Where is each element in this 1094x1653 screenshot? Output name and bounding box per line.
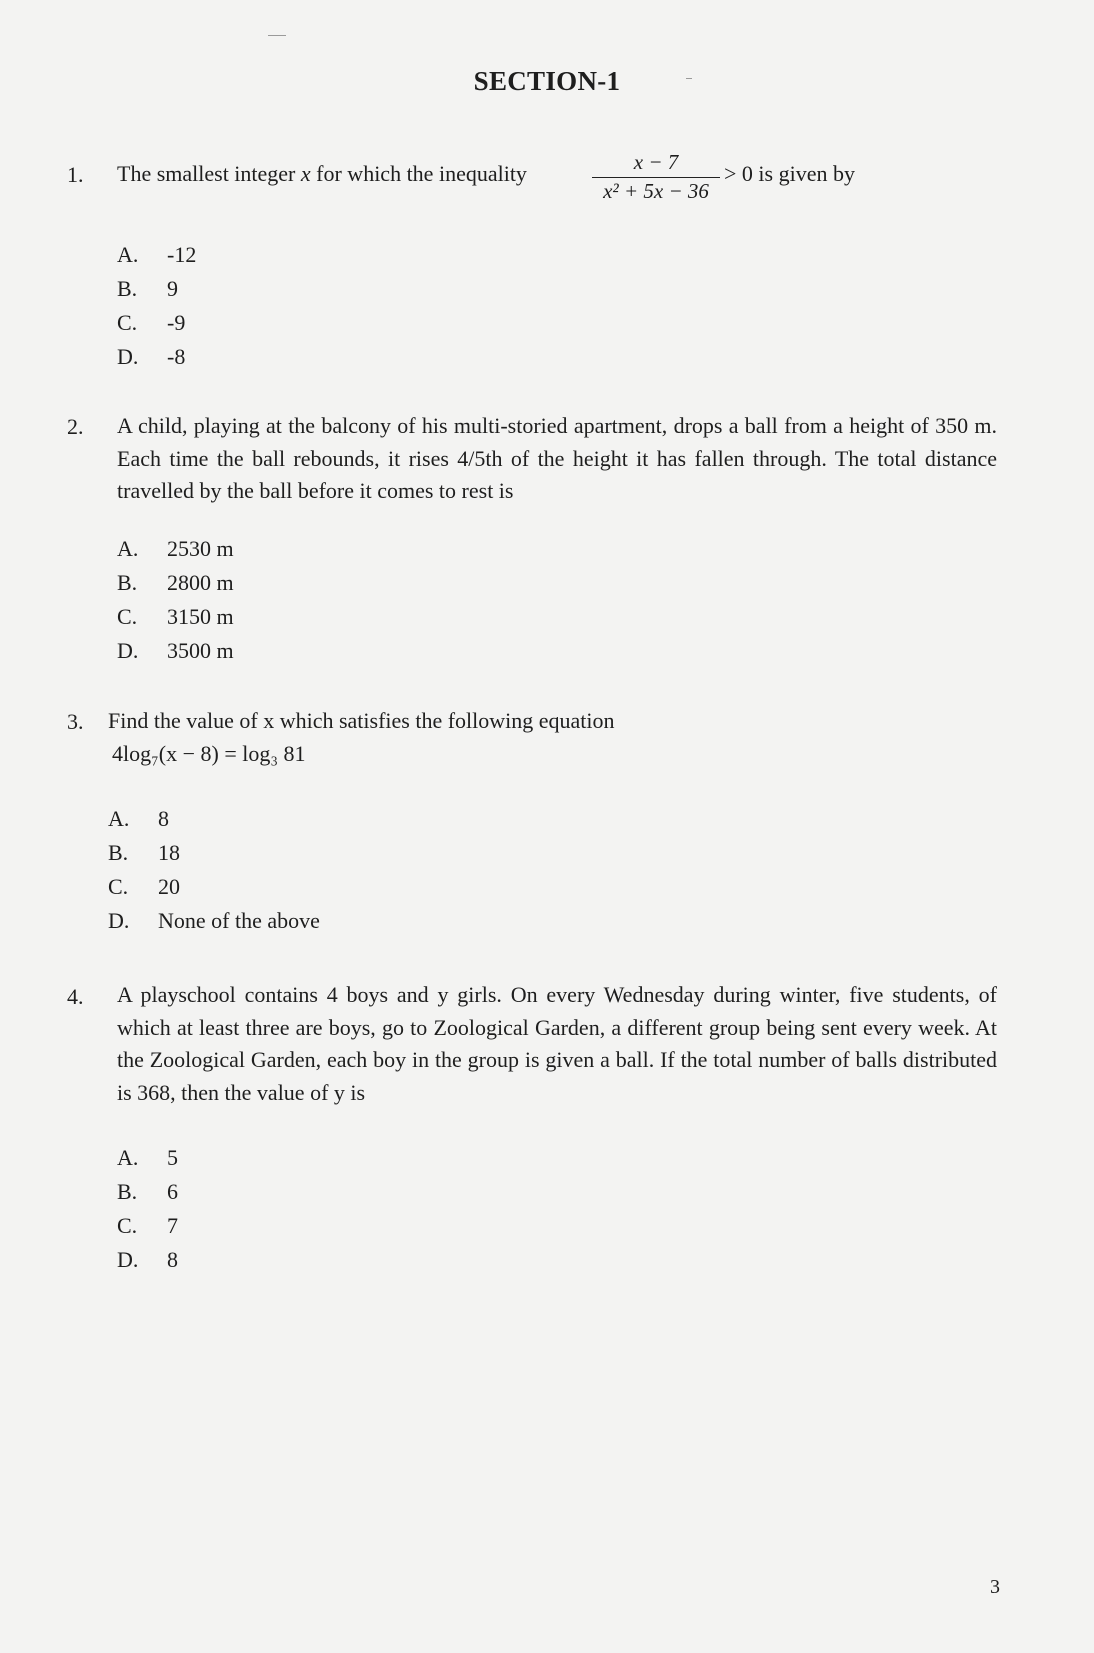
- option-b: B. 2800 m: [117, 570, 234, 595]
- option-d: D. -8: [117, 344, 186, 369]
- question-text-end: > 0 is given by: [724, 161, 855, 186]
- page-number: 3: [990, 1576, 1000, 1598]
- question-number: 1.: [67, 162, 84, 187]
- option-d: D. None of the above: [108, 908, 320, 933]
- question-number: 4.: [67, 984, 84, 1009]
- option-b: B. 18: [108, 840, 180, 865]
- option-c: C. 3150 m: [117, 604, 234, 629]
- math-variable: x: [300, 161, 311, 186]
- question-number: 2.: [67, 414, 84, 439]
- option-a: A. -12: [117, 242, 197, 267]
- inequality-fraction: [592, 150, 720, 204]
- question-text: The smallest integer x for which the inequality: [117, 161, 527, 186]
- question-text: Find the value of x which satisfies the following equation: [108, 708, 615, 733]
- option-b: B. 6: [117, 1179, 178, 1204]
- option-a: A. 5: [117, 1145, 178, 1170]
- fraction-numerator: x − 7: [633, 150, 679, 174]
- option-c: C. -9: [117, 310, 186, 335]
- option-d: D. 8: [117, 1247, 178, 1272]
- scan-mark: [268, 35, 286, 36]
- fraction-bar: [592, 177, 720, 178]
- section-title: SECTION-1: [473, 66, 621, 96]
- option-a: A. 8: [108, 806, 169, 831]
- log-equation: 4log₇(x − 8) = log₃ 81: [112, 741, 306, 766]
- option-b: B. 9: [117, 276, 178, 301]
- option-c: C. 20: [108, 874, 180, 899]
- option-c: C. 7: [117, 1213, 178, 1238]
- option-d: D. 3500 m: [117, 638, 234, 663]
- question-number: 3.: [67, 709, 84, 734]
- question-text: A child, playing at the balcony of his multi-storied apartment, drops a ball from a height of 350 m. Each time the ball rebounds, it rises 4/5th of the height it has fallen through. The total distance travelled by the ball before it comes to rest is: [117, 413, 997, 503]
- fraction-denominator: x² + 5x − 36: [603, 179, 709, 203]
- question-text: A playschool contains 4 boys and y girls. On every Wednesday during winter, five students, of which at least three are boys, go to Zoological Garden, a different group being sent every week. At the Zoological Garden, each boy in the group is given a ball. If the total number of balls distributed is 368, then the value of y is: [117, 982, 997, 1105]
- option-a: A. 2530 m: [117, 536, 234, 561]
